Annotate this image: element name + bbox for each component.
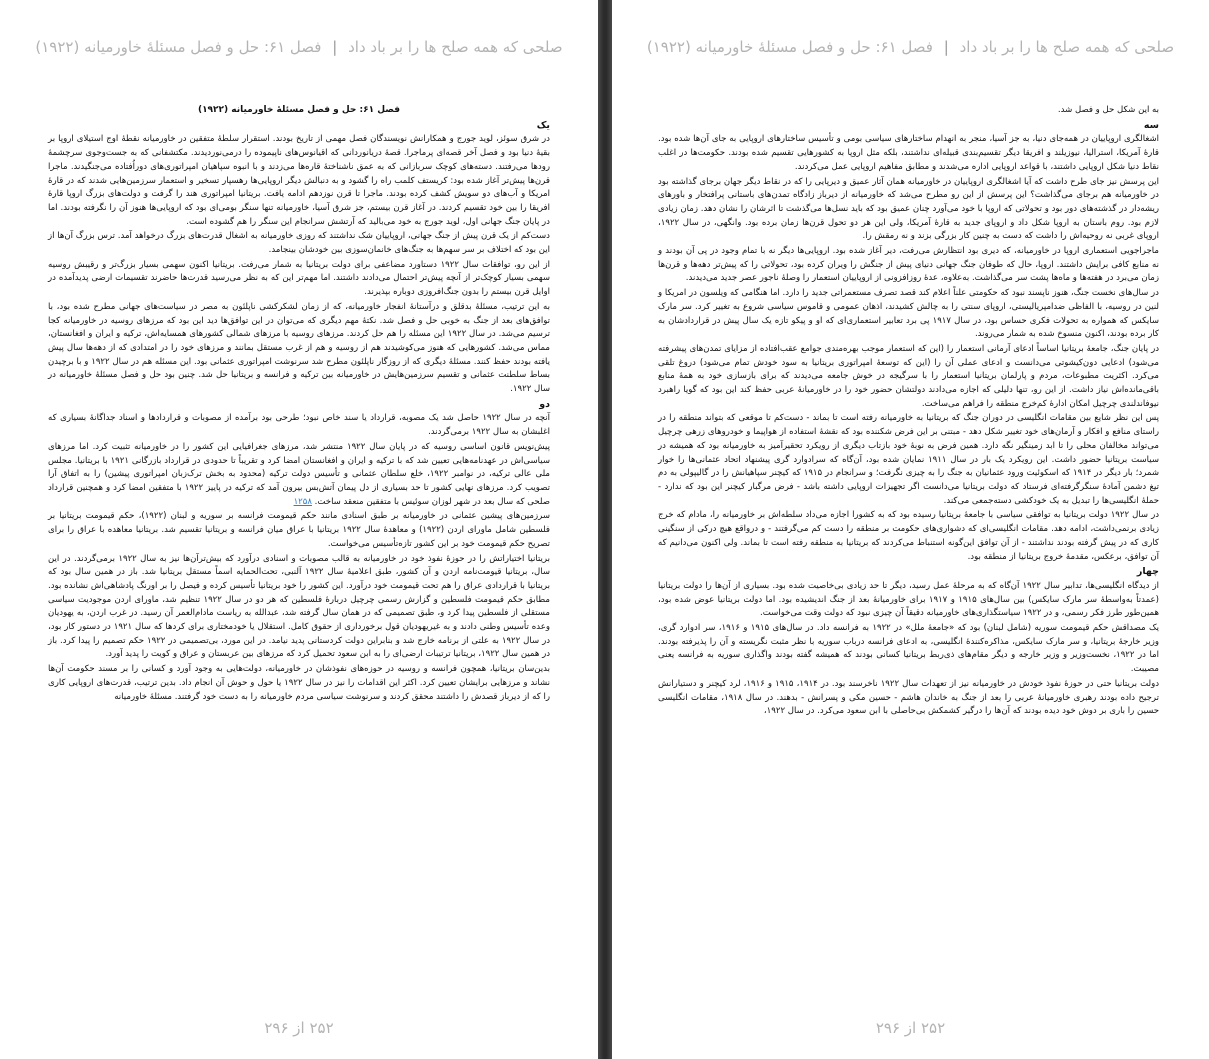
paragraph: آنچه در سال ۱۹۲۲ حاصل شد یک مصوبه، قرارداد یا سند خاص نبود؛ طرحی بود برآمده از مصوبات و قراردادها و اسناد جداگانهٔ بسیاری که اغلبشان به سال ۱۹۲۲ برمی‌گردند. [48, 413, 550, 438]
paragraph: اشغالگری اروپاییان در همه‌جای دنیا، به جز آسیا، منجر به انهدام ساختارهای سیاسی بومی و تأسیس ساختارهای اروپایی به جای آن‌ها شده بود. قارهٔ آمریکا، استرالیا، نیوزیلند و افریقا دیگر تقسیم‌بندی قبیله‌ای نداشتند، بلکه مثل اروپا به کشورهایی تقسیم شده بودند. حکومت‌ها در اغلب نقاط دنیا شکل اروپایی داشتند، با قواعد اروپایی اداره می‌شدند و مطابق مفاهیم اروپایی عمل می‌کردند. [658, 134, 1159, 172]
paragraph: دولت بریتانیا حتی در حوزهٔ نفوذ خودش در خاورمیانه نیز از تعهدات سال ۱۹۲۲ ناخرسند بود. در ۱۹۱۴، ۱۹۱۵ و ۱۹۱۶، لرد کیچنر و دستیارانش ترجیح داده بودند رهبری خاورمیانهٔ عربی را بعد از جنگ به خاندان هاشم - حسین مکی و پسرانش - بدهند. در سال ۱۹۱۸، مقامات انگلیسی حسین را باری بر دوش خود دیده بودند که آن‌ها را درگیر کشمکش بی‌حاصلی با ابن سعود می‌کرد. در سال ۱۹۲۲، [658, 678, 1160, 717]
paragraph: بریتانیا اختیاراتش را در حوزهٔ نفوذ خود در خاورمیانه به قالب مصوبات و اسنادی درآورد که بیش‌ترآن‌ها نیز به سال ۱۹۲۲ برمی‌گردند. در این سال، بریتانیا قیومت‌نامه اردن و آن کشور، طبق اعلامیهٔ سال ۱۹۲۲ آلنبی، تحت‌الحمایه اسماً مستقل بریتانیا شد. باز در همین سال بود که بریتانیا با قراردادی عراق را هم تحت قیمومت خود درآورد. این کشور را خود بریتانیا تأسیس کرده و فیصل را بر اورنگ پادشاهی‌اش نشانده بود. مطابق حکم قیمومت فلسطین و گزارش رسمی چرچیل دربارهٔ فلسطین که هر دو در سال ۱۹۲۲ تنظیم شد، ماورای اردن موجودیت سیاسی مستقلی از فلسطین پیدا کرد و، طبق تصمیمی که در همان سال گرفته شد، عبدالله به ریاست مادام‌العمر آن رسید. در غرب اردن، به یهودیان وعده تأسیس وطنی دادند و به غیریهودیان قول برخورداری از حقوق کامل. استقلال یا خودمختاری برای کردها که سال ۱۹۲۱ در دستور کار بود، در سال ۱۹۲۲ به علتی از برنامه خارج شد و بنابراین دولت کردستانی پدید نیامد. در این مورد، بی‌تصمیمی در ۱۹۲۲ حکم تصمیم را پیدا کرد. باز در همین سال ۱۹۲۲، بریتانیا ترتیبات ارضی‌ای را به ابن سعود تحمیل کرد که مرزهای بین عربستان و عراق و کویت را پدید آورد. [48, 553, 551, 660]
paragraph: در سال ۱۹۲۲ دولت بریتانیا به توافقی سیاسی با جامعهٔ بریتانیا رسیده بود که به کشورا اجازه می‌داد سلطه‌اش بر خاورمیانه را، مادام که خرج زیادی برنمی‌داشت، ادامه دهد. مقامات انگلیسی‌ای که دشواری‌های حکومت بر منطقه را دست کم می‌گرفتند - و درواقع هیچ درکی از سنگینی کاری که در پیش گرفته بودند نداشتند - از آن توافق این‌گونه استنباط می‌کردند که بریتانیا به منطقه رفته است تا بماند. ولی اکنون می‌دانیم که آن توافق، برعکس، مقدمهٔ خروج بریتانیا از منطقه بود. [658, 510, 1160, 562]
paragraph: در پایان جنگ، جامعهٔ بریتانیا اساساً ادعای آرمانی استعمار را (این که استعمار موجب بهره‌مندی جوامع عقب‌افتاده از مزایای تمدن‌های پیشرفته می‌شود) ادعایی دون‌کیشوتی می‌دانست و ادعای عملی آن را (این که توسعهٔ امپراتوری بریتانیا به سود خودش تمام می‌شود) دروغ تلقی می‌کرد. اکثریت مطبوعات، مردم و پارلمان بریتانیا استعمار را با سرگیجه در خوش جامعه می‌دیدند که برای بازسازی خود به همهٔ منابع باقی‌مانده‌اش نیاز داشت. از این رو، تنها دلیلی که اجازه می‌دادند دولتشان حضور خود را در خاورمیانهٔ عربی حفظ کند این بود که گویا راهبرد نیوفاندلندی چرچیل امکان ادارهٔ کم‌خرج منطقه را فراهم می‌ساخت. [658, 343, 1159, 409]
paragraph: این پرسش نیز جای طرح داشت که آیا اشغالگری اروپاییان در خاورمیانه همان آثار عمیق و دیرپایی را که در نقاط دیگر جهان برجای گذاشته بود در خاورمیانه هم برجای می‌گذاشت؟ این پرسش از این رو مطرح می‌شد که خاورمیانه از دیرباز زادگاه تمدن‌های باستانی پرافتخار و باورهای ریشه‌دار در گذشته‌های دور بود و تحولاتی که اروپا با خود می‌آورد چنان عمیق بود که باید نسل‌ها می‌گذشت تا اثرشان را نشان دهد. زمان زیادی لازم بود. روم باستان به اروپا شکل داد و اروپای جدید به قارهٔ آمریکا، ولی این هر دو تحول قرن‌ها زمان برده بود. وانگهی، در سال ۱۹۲۲، اروپای غربی نه روحیه‌اش را داشت که دست به چنین کار بزرگی بزند و نه رمقش را. [658, 176, 1159, 242]
chapter-reference: فصل ۶۱: حل و فصل مسئلهٔ خاورمیانه (۱۹۲۲) [646, 38, 933, 56]
paragraph: در سال‌های نخست جنگ، هنوز ناپسند نبود که حکومتی علناً اعلام کند قصد تصرف مستعمراتی جدید را دارد. اما هنگامی که ویلسون در امریکا و لنین در روسیه، با الفاظی ضدامپریالیستی، اروپای سنتی را به چالش کشیدند، اذهان عمومی و قاموس سیاسی شروع به تغییر کرد. سر مارک سایکس که همواره به تحولات فکری حساس بود، در سال ۱۹۱۷ پی برد تعابیر استعماری‌ای که او و پیکو تازه یک سال پیش در قراردادشان به کار برده بودند، اکنون منسوخ شده به شمار می‌روند. [658, 288, 1159, 340]
header-separator: | [332, 38, 338, 56]
paragraph: در شرق سوئز، لوید جورج و همکارانش نویسندگان فصل مهمی از تاریخ بودند. استقرار سلطهٔ متفقین در خاورمیانه نقطهٔ اوج استیلای اروپا بر بقیهٔ دنیا بود و فصل آخر قصه‌ای پرماجرا. قصهٔ دریانوردانی که اقیانوس‌های ناپیموده را درمی‌نوردیدند. مکتشفانی که به جست‌وجوی سرچشمهٔ رودها می‌رفتند. دسته‌های کوچک سربازانی که به عمق ناشناختهٔ قاره‌ها می‌زدند و با انبوه سپاهیان امپراتوری‌های دوراُفتاده می‌جنگیدند. ماجرا قرن‌ها پیش‌تر آغاز شده بود: کریستف کلمب راه را گشود و به دنبالش دیگر اروپایی‌ها رهسپار تسخیر و استعمار سرزمین‌هایی شدند که در قارهٔ امریکا و آب‌های دو سویش کشف کرده بودند. ماجرا تا قرن نوزدهم ادامه یافت. بریتانیا امپراتوری هند را گرفت و دولت‌های بزرگ اروپا قارهٔ افریقا را بین خود تقسیم کردند. در آغاز قرن بیستم، جز شرق آسیا، خاورمیانه تنها سنگر بومی‌ای بود که اروپایی‌ها هنوز آن را نگرفته بودند. اما در پایان جنگ جهانی اول، لوید جورج به خود می‌بالید که آرتشش سرانجام این سنگر را هم گشوده است. [48, 134, 550, 227]
section-heading-one: یک [536, 119, 550, 131]
running-head [0, 38, 598, 56]
book-title: صلحی که همه صلح ها را بر باد داد [959, 38, 1175, 56]
paragraph: دست‌کم از یک قرن پیش از جنگ جهانی، اروپاییان شک نداشتند که روزی خاورمیانه به اشغال قدرت‌های بزرگ درخواهد آمد. ترس بزرگ آن‌ها از این بود که اختلاف بر سر سهم‌ها به جنگ‌های خانمان‌سوزی بین خودشان بینجامد. [48, 231, 550, 256]
page-number: ۲۵۲ از ۲۹۶ [875, 1019, 946, 1037]
left-page [0, 0, 598, 1059]
header-separator: | [943, 38, 949, 56]
paragraph: یک مصداقش حکم قیمومت سوریه (شامل لبنان) بود که «جامعهٔ ملل» در ۱۹۲۲ به فرانسه داد. در سال‌های ۱۹۱۵ و ۱۹۱۶، سر ادوارد گری، وزیر خارجهٔ بریتانیا، و سر مارک سایکس، مذاکره‌کنندهٔ انگلیسی، به ادعای فرانسه درباب سوریه با نظر مثبت نگریسته و آن را پذیرفته بودند. اما در ۱۹۲۲، نخست‌وزیر و وزیر خارجه و دیگر مقام‌های ذی‌ربط بریتانیا کسانی بودند که همیشه گفته بودند واگذاری سوریه به فرانسه یعنی مصیبت. [658, 623, 1160, 675]
book-title: صلحی که همه صلح ها را بر باد داد [348, 38, 563, 56]
left-page-body [48, 104, 550, 705]
opening-line: به این شکل حل و فصل شد. [1057, 105, 1159, 115]
book-spine-gutter [598, 0, 612, 1059]
paragraph: به این ترتیب، مسئلهٔ بدقلق و درآستانهٔ انفجار خاورمیانه، که از زمان لشکرکشی ناپلئون به مصر در سیاست‌های جهانی مطرح شده بود، با توافق‌های بعد از جنگ به خوبی حل و فصل شد. نکتهٔ مهم دیگری که می‌توان در این توافق‌ها دید این بود که مرزهای روسیه در خاورمیانه کجا ترسیم می‌شد. در سال ۱۹۲۲ این مسئله را هم حل کردند. مرزهای روسیه با مرزهای شمالی کشورهای همسایه‌اش، ترکیه و ایران و افغانستان، مماس می‌شد. کشورهایی که هنوز می‌کوشیدند هم از روسیه و هم از غرب مستقل بمانند و مرزهای خود را در امتدادی که از دهه‌ها سال پیش یافته بودند حفظ کنند. مسئلهٔ دیگری که از روزگار ناپلئون مطرح شد سرنوشت امپراتوری عثمانی بود. این مسئله هم در سال ۱۹۲۲ و با برچیدن بساط سلطنت عثمانی و تقسیم سرزمین‌هایش در خاورمیانه بین ترکیه و فرانسه و بریتانیا حل شد. چنین بود حل و فصل مسئلهٔ خاورمیانه در سال ۱۹۲۲. [48, 301, 551, 395]
paragraph: بدین‌سان بریتانیا، همچون فرانسه و روسیه در حوزه‌های نفوذشان در خاورمیانه، دولت‌هایی به وجود آورد و کسانی را بر مسند حکومت آن‌ها نشاند و مرزهایی برایشان تعیین کرد. اکثر این اقدامات را نیز در سال ۱۹۲۲ یا حول و حوش آن انجام داد. بدین ترتیب، قدرت‌های اروپایی کاری را که از دیرباز قصدش را داشتند محقق کردند و سرنوشت سیاسی مردم خاورمیانه را به دست خود گرفتند. مسئلهٔ خاورمیانه [48, 664, 550, 702]
paragraph: سرزمین‌های پیشین عثمانی در خاورمیانه بر طبق اسنادی مانند حکم قیمومت فرانسه بر سوریه و لبنان (۱۹۲۲)، حکم قیمومت بریتانیا بر فلسطین شامل ماورای اردن (۱۹۲۲) و معاهدهٔ سال ۱۹۲۲ بریتانیا با عراق میان فرانسه و بریتانیا تقسیم شد. بریتانیا معاهده با عراق را برای تصریح حکم قیمومت خود بر این کشور تازه‌تأسیس می‌خواست. [48, 511, 550, 549]
page-number: ۲۵۲ از ۲۹۶ [264, 1019, 334, 1037]
paragraph [48, 441, 550, 510]
section-heading-two: دو [539, 398, 550, 410]
footnote-link[interactable]: ۱۲۵۸ [293, 496, 312, 507]
section-heading-three: سه [1143, 119, 1159, 131]
chapter-reference: فصل ۶۱: حل و فصل مسئلهٔ خاورمیانه (۱۹۲۲) [35, 38, 322, 56]
paragraph: پس این نظر شایع بین مقامات انگلیسی در دوران جنگ که بریتانیا به خاورمیانه رفته است تا بماند - دست‌کم تا موقعی که بتواند منطقه را در راستای منافع و افکار و آرمان‌های خود تغییر شکل دهد - مبتنی بر این فرض شکننده بود که نقشهٔ استفاده از هواپیما و خودروهای زرهی چرچیل می‌تواند مخالفان محلی را تا ابد زمینگیر نگه دارد. همین فرض به نوبهٔ خود بازتاب دیگری از رویکرد تحقیرآمیز به خاورمیانه بود که همیشه در سیاست بریتانیا حضور داشت. این رویکرد یک بار در سال ۱۹۱۱ نمایان شده بود، آن‌گاه که سرادوارد گری پیشنهاد اتحاد عثمانی‌ها را خوار شمرد؛ بار دیگر در ۱۹۱۴ که اسکوئیت ورود عثمانیان به جنگ را به چیزی نگرفت؛ و سرانجام در ۱۹۱۵ که کیچنر سپاهیانش را در گالیپولی به دم تیغ دشمن آمادهٔ سنگرگرفته‌ای فرستاد که دولت بریتانیا می‌دانست اگر تجهیزات اروپایی داشته باشد - فرض مرگبار کیچنر این بود که ندارد - حملهٔ انگلیسی‌ها را تبدیل به یک خودکشی دسته‌جمعی می‌کند. [658, 413, 1160, 506]
paragraph: از دیدگاه انگلیسی‌ها، تدابیر سال ۱۹۲۲ آن‌گاه که به مرحلهٔ عمل رسید، دیگر تا حد زیادی بی‌خاصیت شده بود. بسیاری از آن‌ها را دولت بریتانیا (عمدتاً به‌واسطهٔ سر مارک سایکس) بین سال‌های ۱۹۱۵ و ۱۹۱۷ برای خاورمیانهٔ بعد از جنگ اندیشیده بود. اما دولت بریتانیا عوض شده بود، همین‌طور طرز فکر رسمی، و در ۱۹۲۲ سیاستگذاری‌های خاورمیانه دقیقاً آن چیزی نبود که دولت وقت می‌خواست. [658, 580, 1159, 619]
chapter-title: فصل ۶۱: حل و فصل مسئلهٔ خاورمیانه (۱۹۲۲) [197, 105, 401, 115]
paragraph: ماجراجویی استعماری اروپا در خاورمیانه، که دیری بود انتظارش می‌رفت، دیر آغاز شده بود. اروپایی‌ها دیگر نه با تمام وجود در پی آن بودند و نه منابع کافی برایش داشتند. اروپا، حال که طوفان جنگ جهانی دنیای پیش از جنگش را ویران کرده بود، تحولاتی را که پیش‌تر دهه‌ها و قرن‌ها زمان می‌برد در هفته‌ها و ماه‌ها پشت سر می‌گذاشت. به‌علاوه، عدهٔ روزافزونی از اروپاییان استعمار را وصلهٔ ناجور عصر جدید می‌دیدند. [658, 246, 1159, 284]
right-page-body [658, 104, 1159, 720]
section-heading-four: چهار [1136, 566, 1159, 578]
running-head [612, 38, 1209, 56]
paragraph-text: پیش‌نویس قانون اساسی روسیه که در پایان سال ۱۹۲۲ منتشر شد، مرزهای جغرافیایی این کشور را در خاورمیانه تثبیت کرد. اما مرزهای سیاسی‌اش در عهدنامه‌هایی تعیین شد که با ترکیه و ایران و افغانستان امضا کرد و تقریباً تا حدودی در قرارداد بازرگانی ۱۹۲۱ با بریتانیا. مجلس ملی عالی ترکیه، در نوامبر ۱۹۲۲، خلع سلطان عثمانی و تأسیس دولت ترکیه (محدود به بخش ترک‌زبان امپراتوری پیشین) را به اتفاق آرا تصویب کرد. مرزهای نهایی کشور تا حد بسیاری از دل پیمان آتش‌بس بیرون آمد که ترکیه در پاییز ۱۹۲۲ با متفقین امضا کرد و همچنین قرارداد صلحی که سال بعد در شهر لوزان سوئیس با متفقین منعقد ساخت. [48, 441, 551, 507]
right-page [612, 0, 1209, 1059]
paragraph: از این رو، توافقات سال ۱۹۲۲ دستاورد مضاعفی برای دولت بریتانیا به شمار می‌رفت. بریتانیا اکنون سهمی بسیار بزرگ‌تر و رقیبش روسیه سهمی بسیار کوچک‌تر از آنچه پیش‌تر احتمال می‌دادند داشتند. اما مهم‌تر این که به نظر می‌رسید قدرت‌ها حاضرند تقسیمات ارضی پدیدآمده در اوایل قرن بیستم را بدون جنگ‌افروزی دوباره بپذیرند. [48, 259, 550, 298]
